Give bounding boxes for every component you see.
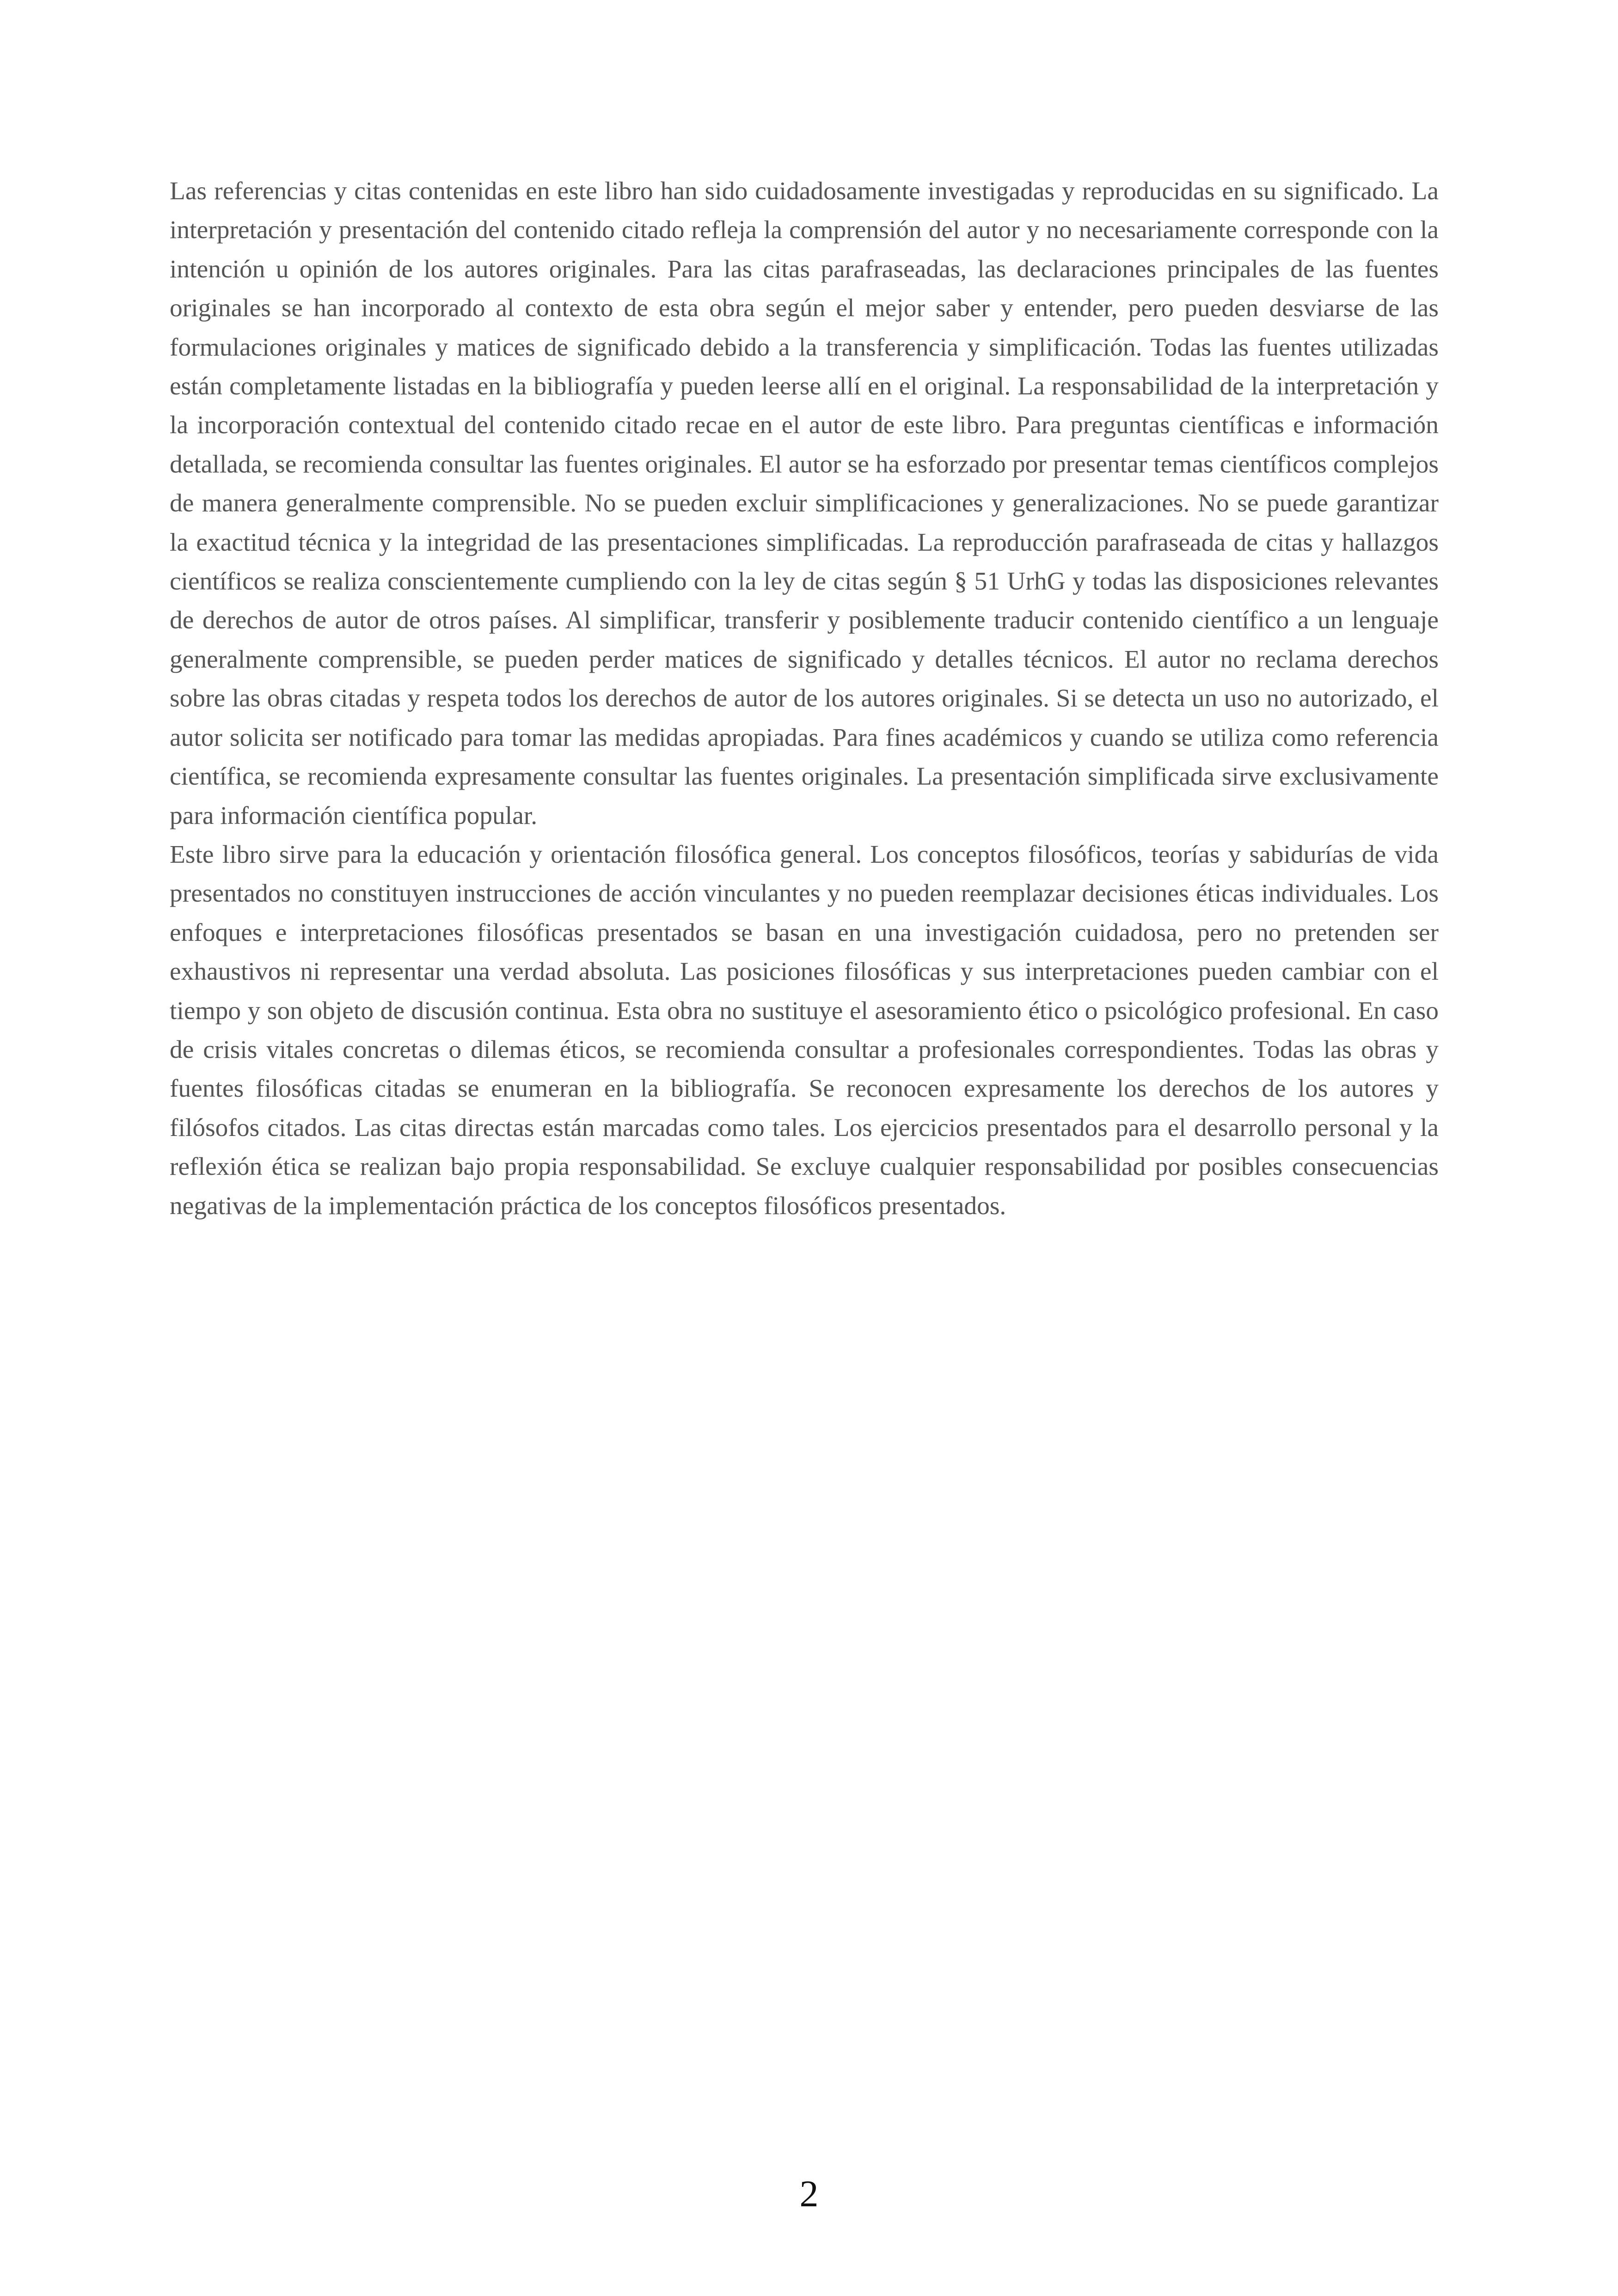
- paragraph-citations-disclaimer: Las referencias y citas contenidas en este libro han sido cuidadosamente investigadas y reproducidas en su significado. La interpretación y presentación del contenido citado refleja la comprensión del autor y no necesariamente corresponde con la intención u opinión de los autores originales. Para las citas parafraseadas, las declaraciones principales de las fuentes originales se han incorporado al contexto de esta obra según el mejor saber y entender, pero pueden desviarse de las formulaciones originales y matices de significado debido a la transferencia y simplificación. Todas las fuentes utilizadas están completamente listadas en la bibliografía y pueden leerse allí en el original. La responsabilidad de la interpretación y la incorporación contextual del contenido citado recae en el autor de este libro. Para preguntas científicas e información detallada, se recomienda consultar las fuentes originales. El autor se ha esforzado por presentar temas científicos complejos de manera generalmente comprensible. No se pueden excluir simplificaciones y generalizaciones. No se puede garantizar la exactitud técnica y la integridad de las presentaciones simplificadas. La reproducción parafraseada de citas y hallazgos científicos se realiza conscientemente cumpliendo con la ley de citas según § 51 UrhG y todas las disposiciones relevantes de derechos de autor de otros países. Al simplificar, transferir y posiblemente traducir contenido científico a un lenguaje generalmente comprensible, se pueden perder matices de significado y detalles técnicos. El autor no reclama derechos sobre las obras citadas y respeta todos los derechos de autor de los autores originales. Si se detecta un uso no autorizado, el autor solicita ser notificado para tomar las medidas apropiadas. Para fines académicos y cuando se utiliza como referencia científica, se recomienda expresamente consultar las fuentes originales. La presentación simplificada sirve exclusivamente para información científica popular.: [170, 177, 1439, 830]
- disclaimer-text-block: [170, 172, 1439, 1226]
- paragraph-philosophy-disclaimer: Este libro sirve para la educación y orientación filosófica general. Los conceptos filosóficos, teorías y sabidurías de vida presentados no constituyen instrucciones de acción vinculantes y no pueden reemplazar decisiones éticas individuales. Los enfoques e interpretaciones filosóficas presentados se basan en una investigación cuidadosa, pero no pretenden ser exhaustivos ni representar una verdad absoluta. Las posiciones filosóficas y sus interpretaciones pueden cambiar con el tiempo y son objeto de discusión continua. Esta obra no sustituye el asesoramiento ético o psicológico profesional. En caso de crisis vitales concretas o dilemas éticos, se recomienda consultar a profesionales correspondientes. Todas las obras y fuentes filosóficas citadas se enumeran en la bibliografía. Se reconocen expresamente los derechos de los autores y filósofos citados. Las citas directas están marcadas como tales. Los ejercicios presentados para el desarrollo personal y la reflexión ética se realizan bajo propia responsabilidad. Se excluye cualquier responsabilidad por posibles consecuencias negativas de la implementación práctica de los conceptos filosóficos presentados.: [170, 840, 1439, 1220]
- page-number: 2: [799, 2173, 819, 2215]
